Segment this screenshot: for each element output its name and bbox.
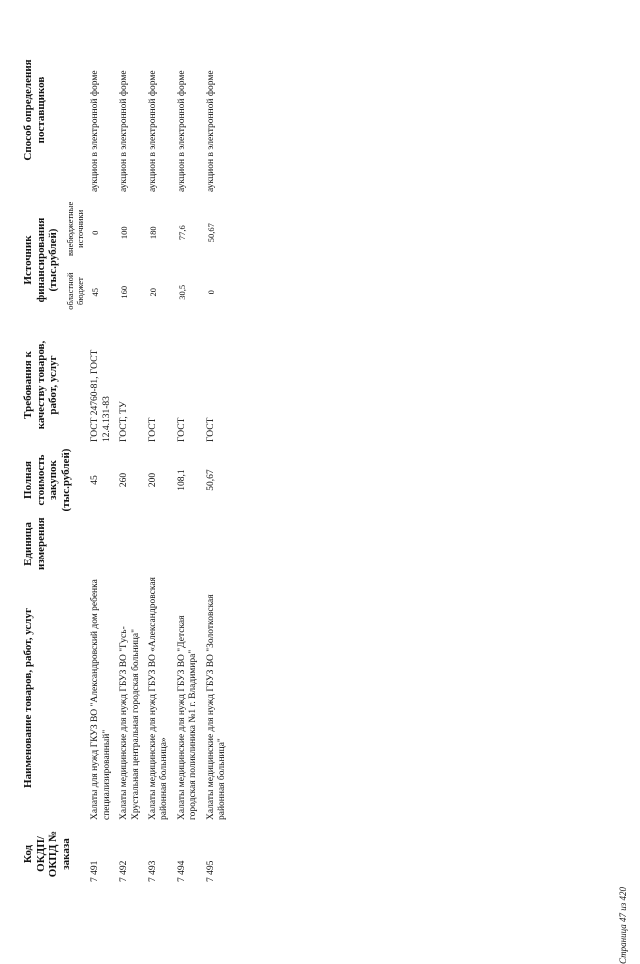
page-number: Страница 47 из 420 <box>618 887 628 964</box>
row-code: 7 494 <box>176 860 187 882</box>
table-row <box>145 25 174 885</box>
row-code: 7 492 <box>119 860 130 882</box>
table-row <box>174 25 203 885</box>
header-unit: Единица измерения <box>22 517 47 570</box>
row-method: аукцион в электронной форме <box>119 70 130 192</box>
row-cost: 50,67 <box>205 469 216 491</box>
row-name: Халаты медицинские для нужд ГБУЗ ВО "Золотковская районная больница" <box>205 594 227 820</box>
header-requirements: Требования к качеству товаров, работ, услуг <box>22 340 60 430</box>
header-source-regional: областной бюджет <box>64 272 85 310</box>
row-name: Халаты медицинские для нужд ГБУЗ ВО "Гусь-Хрустальная центральная городская больница" <box>119 626 141 820</box>
row-code: 7 491 <box>90 860 101 882</box>
row-name: Халаты медицинские для нужд ГБУЗ ВО «Александровская районная больница» <box>148 577 170 820</box>
row-name: Халаты для нужд ГКУЗ ВО "Александровский дом ребенка специализированный" <box>90 579 112 820</box>
row-cost: 260 <box>119 472 130 488</box>
header-source-title: Источник финансирования (тыс.рублей) <box>22 217 60 303</box>
row-requirements: ГОСТ 24760-81, ГОСТ 12.4.131-83 <box>90 349 112 442</box>
row-cost: 45 <box>90 475 101 485</box>
row-method: аукцион в электронной форме <box>90 70 101 192</box>
row-unit <box>145 515 174 573</box>
row-source <box>145 195 174 325</box>
row-regional: 30,5 <box>176 284 187 300</box>
row-unit <box>203 515 232 573</box>
table-row <box>87 25 116 885</box>
row-extra: 180 <box>148 226 159 240</box>
row-regional: 160 <box>119 285 130 299</box>
row-requirements: ГОСТ <box>205 417 216 442</box>
row-requirements: ГОСТ, ТУ <box>119 401 130 442</box>
header-code: Код ОКДП/ ОКПД № заказа <box>22 830 72 878</box>
header-cost: Полная стоимость закупок (тыс.рублей) <box>22 448 72 512</box>
row-source <box>116 195 145 325</box>
row-method: аукцион в электронной форме <box>176 70 187 192</box>
row-unit <box>174 515 203 573</box>
row-regional: 45 <box>90 288 101 297</box>
row-extra: 77,6 <box>176 225 187 241</box>
row-cost: 200 <box>148 472 159 488</box>
header-source <box>20 195 87 325</box>
header-source-extra: внебюджетные источники <box>64 201 85 256</box>
table-header-row <box>20 25 87 885</box>
header-method: Способ определения поставщиков <box>22 59 47 161</box>
row-extra: 0 <box>90 230 101 235</box>
row-method: аукцион в электронной форме <box>148 70 159 192</box>
row-unit <box>87 515 116 573</box>
row-source <box>174 195 203 325</box>
rotated-table-area <box>20 25 630 885</box>
row-source <box>203 195 232 325</box>
procurement-table <box>20 25 231 885</box>
row-extra: 100 <box>119 226 130 240</box>
row-method: аукцион в электронной форме <box>205 70 216 192</box>
row-regional: 0 <box>205 290 216 295</box>
row-code: 7 495 <box>205 860 216 882</box>
row-requirements: ГОСТ <box>176 417 187 442</box>
row-regional: 20 <box>148 288 159 297</box>
row-requirements: ГОСТ <box>148 417 159 442</box>
row-extra: 50,67 <box>205 223 216 243</box>
header-name: Наименование товаров, работ, услуг <box>22 608 34 788</box>
row-code: 7 493 <box>148 860 159 882</box>
table-row <box>116 25 145 885</box>
table-row <box>203 25 232 885</box>
row-unit <box>116 515 145 573</box>
row-name: Халаты медицинские для нужд ГБУЗ ВО "Детская городская поликлиника №1 г. Владимира" <box>176 615 199 820</box>
row-cost: 108,1 <box>176 469 187 491</box>
row-source <box>87 195 116 325</box>
